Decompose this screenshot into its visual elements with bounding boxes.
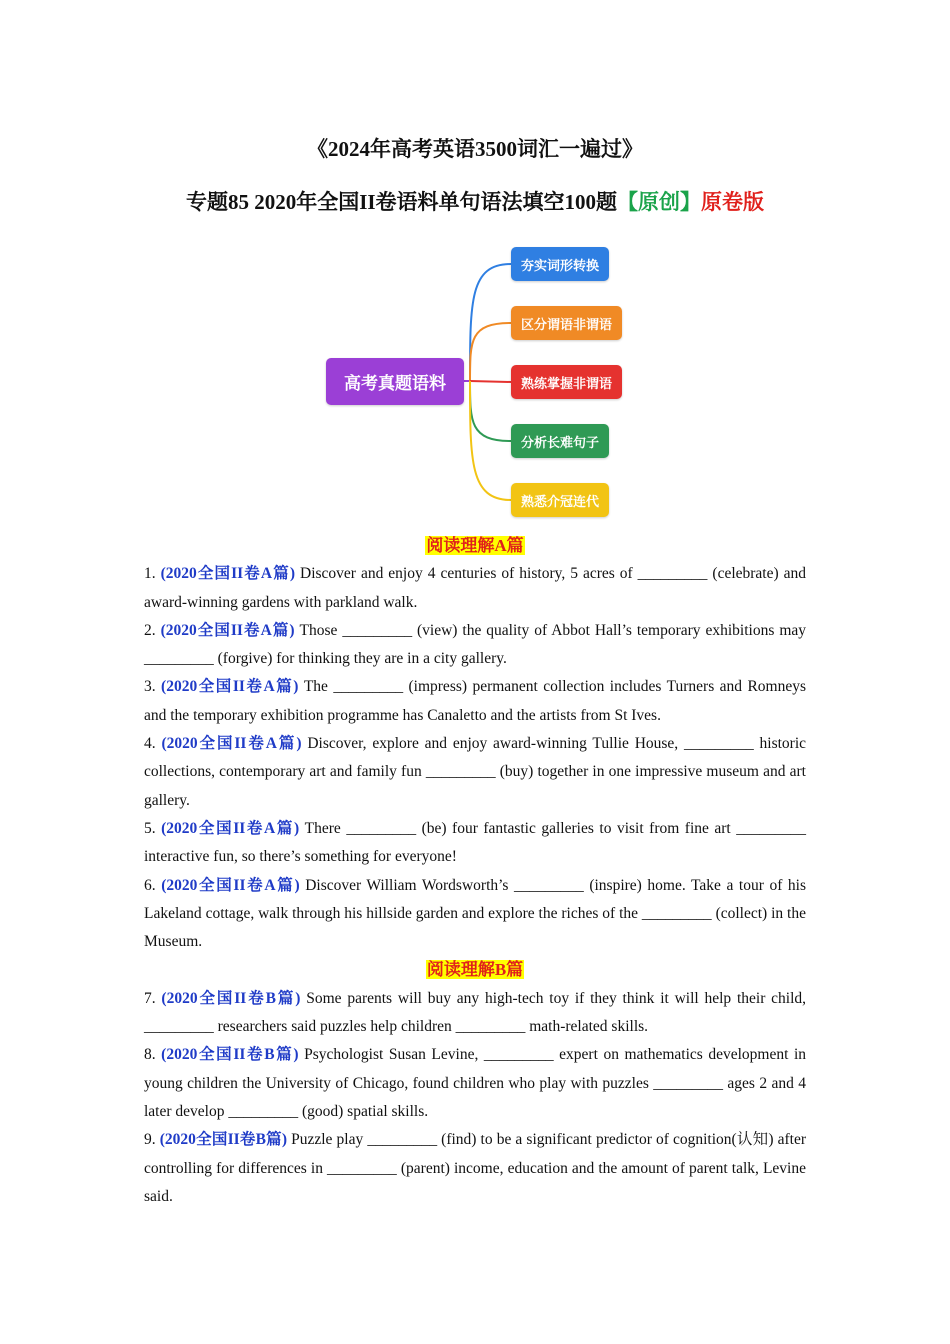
question-item — [144, 673, 806, 730]
mindmap-branch-node: 区分谓语非谓语 — [511, 306, 622, 340]
question-text: The _________ (impress) permanent collection includes Turners and Romneys and the temporary exhibition programme has Canaletto and the artists from St Ives. — [144, 678, 807, 724]
question-source-tag: (2020全国II卷A篇) — [161, 819, 300, 837]
mindmap-connectors — [0, 240, 950, 525]
question-text: Discover and enjoy 4 centuries of history, 5 acres of _________ (celebrate) and award-winning gardens with parkland walk. — [144, 565, 807, 611]
question-source-tag: (2020全国II卷B篇) — [161, 1046, 299, 1064]
subtitle-original-tag: 【原创】 — [617, 190, 702, 214]
question-source-tag: (2020全国II卷A篇) — [161, 735, 302, 753]
document-title: 《2024年高考英语3500词汇一遍过》 — [307, 137, 643, 161]
connector-branch-2 — [470, 323, 511, 381]
question-text: Puzzle play _________ (find) to be a significant predictor of cognition(认知) after controlling for differences in _________ (parent) income, education and the amount of parent talk, Levine said. — [144, 1131, 807, 1205]
question-text: Discover, explore and enjoy award-winning Tullie House, _________ historic collections, contemporary art and family fun _________ (buy) together in one impressive museum and art gallery. — [144, 735, 807, 809]
question-item — [144, 985, 806, 1042]
question-number: 4. — [144, 735, 156, 753]
question-item — [144, 730, 806, 815]
question-number: 2. — [144, 621, 156, 639]
question-text: Some parents will buy any high-tech toy if they think it will help their child, _________ researchers said puzzles help children _________ math-related skills. — [144, 989, 806, 1036]
question-text: Those _________ (view) the quality of Abbot Hall’s temporary exhibitions may _________ (forgive) for thinking they are in a city gallery. — [144, 621, 807, 668]
question-source-tag: (2020全国II卷A篇) — [161, 876, 300, 894]
question-item — [144, 617, 806, 674]
question-number: 6. — [144, 876, 156, 894]
mindmap-branch-node: 熟练掌握非谓语 — [511, 365, 622, 399]
mindmap-diagram — [0, 240, 950, 525]
question-number: 7. — [144, 989, 156, 1007]
document-subtitle — [0, 186, 950, 216]
question-source-tag: (2020全国II卷A篇) — [160, 621, 295, 639]
section-heading: 阅读理解B篇 — [426, 960, 524, 980]
section-heading: 阅读理解A篇 — [426, 536, 524, 555]
mindmap-branch-node: 分析长难句子 — [511, 424, 609, 458]
question-number: 1. — [144, 565, 156, 583]
question-text: Discover William Wordsworth’s _________ (inspire) home. Take a tour of his Lakeland cottage, walk through his hillside garden and explore the riches of the _________ (collect) in the Museum. — [144, 876, 807, 951]
mindmap-branch-node: 夯实词形转换 — [511, 247, 609, 281]
subtitle-main: 专题85 2020年全国II卷语料单句语法填空100题 — [185, 190, 618, 214]
question-item — [144, 815, 806, 872]
question-item — [144, 1041, 806, 1126]
connector-branch-3 — [470, 381, 511, 382]
question-number: 3. — [144, 678, 156, 696]
question-source-tag: (2020全国II卷A篇) — [160, 565, 295, 583]
mindmap-root-node: 高考真题语料 — [326, 358, 464, 405]
question-text: There _________ (be) four fantastic galleries to visit from fine art _________ interactive fun, so there’s something for everyone! — [144, 819, 807, 866]
question-number: 9. — [144, 1131, 156, 1149]
question-number: 8. — [144, 1046, 156, 1064]
questions-content — [144, 532, 806, 1211]
mindmap-branch-node: 熟悉介冠连代 — [511, 483, 609, 517]
subtitle-version-tag: 原卷版 — [701, 190, 765, 214]
question-source-tag: (2020全国II卷B篇) — [159, 1131, 288, 1149]
question-item — [144, 872, 806, 957]
question-item — [144, 1126, 806, 1211]
connector-branch-4 — [470, 381, 511, 441]
question-number: 5. — [144, 819, 156, 837]
question-source-tag: (2020全国II卷A篇) — [161, 678, 299, 696]
question-source-tag: (2020全国II卷B篇) — [161, 989, 301, 1007]
question-item — [144, 560, 806, 617]
question-text: Psychologist Susan Levine, _________ expert on mathematics development in young children the University of Chicago, found children who play with puzzles _________ ages 2 and 4 later develop _________ (good) spatial skills. — [144, 1046, 807, 1120]
